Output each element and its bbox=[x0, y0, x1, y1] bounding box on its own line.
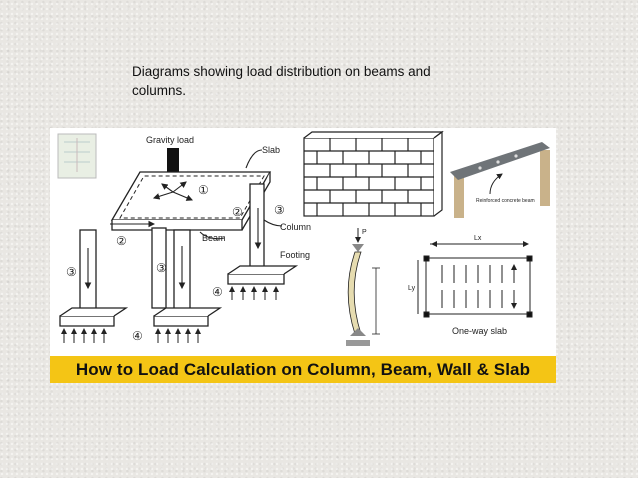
buckling-column-illustration bbox=[346, 228, 380, 346]
beam-label: Beam bbox=[202, 233, 226, 243]
structure-diagrams bbox=[50, 128, 556, 383]
one-way-slab-illustration bbox=[418, 244, 532, 317]
load-p-label: P bbox=[362, 229, 367, 236]
step-4b-label: ④ bbox=[132, 329, 143, 343]
step-1-label: ① bbox=[198, 183, 209, 197]
one-way-slab-label: One-way slab bbox=[452, 326, 508, 336]
step-3c-label: ③ bbox=[274, 203, 285, 217]
step-2-label: ② bbox=[116, 234, 127, 248]
gravity-load-label: Gravity load bbox=[146, 135, 195, 145]
column-label: Column bbox=[280, 222, 312, 232]
brick-wall-illustration bbox=[304, 132, 442, 216]
slide-caption: Diagrams showing load distribution on beams and columns. bbox=[132, 64, 431, 98]
step-2b-label: ② bbox=[232, 205, 243, 219]
thumbnail-icon bbox=[58, 134, 96, 178]
load-calculation-figure bbox=[50, 128, 556, 383]
title-banner: How to Load Calculation on Column, Beam, Wall & Slab bbox=[50, 356, 556, 383]
step-4-label: ④ bbox=[212, 285, 223, 299]
dim-ly-label: Ly bbox=[408, 285, 416, 292]
step-3b-label: ③ bbox=[156, 261, 167, 275]
footing-label: Footing bbox=[280, 250, 311, 260]
step-3-label: ③ bbox=[66, 265, 77, 279]
reinforced-beam-label: Reinforced concrete beam bbox=[476, 198, 535, 204]
dim-lx-label: Lx bbox=[474, 235, 482, 242]
slab-label: Slab bbox=[262, 145, 281, 155]
reinforced-beam-illustration bbox=[450, 142, 550, 218]
frame-structure bbox=[60, 172, 296, 326]
